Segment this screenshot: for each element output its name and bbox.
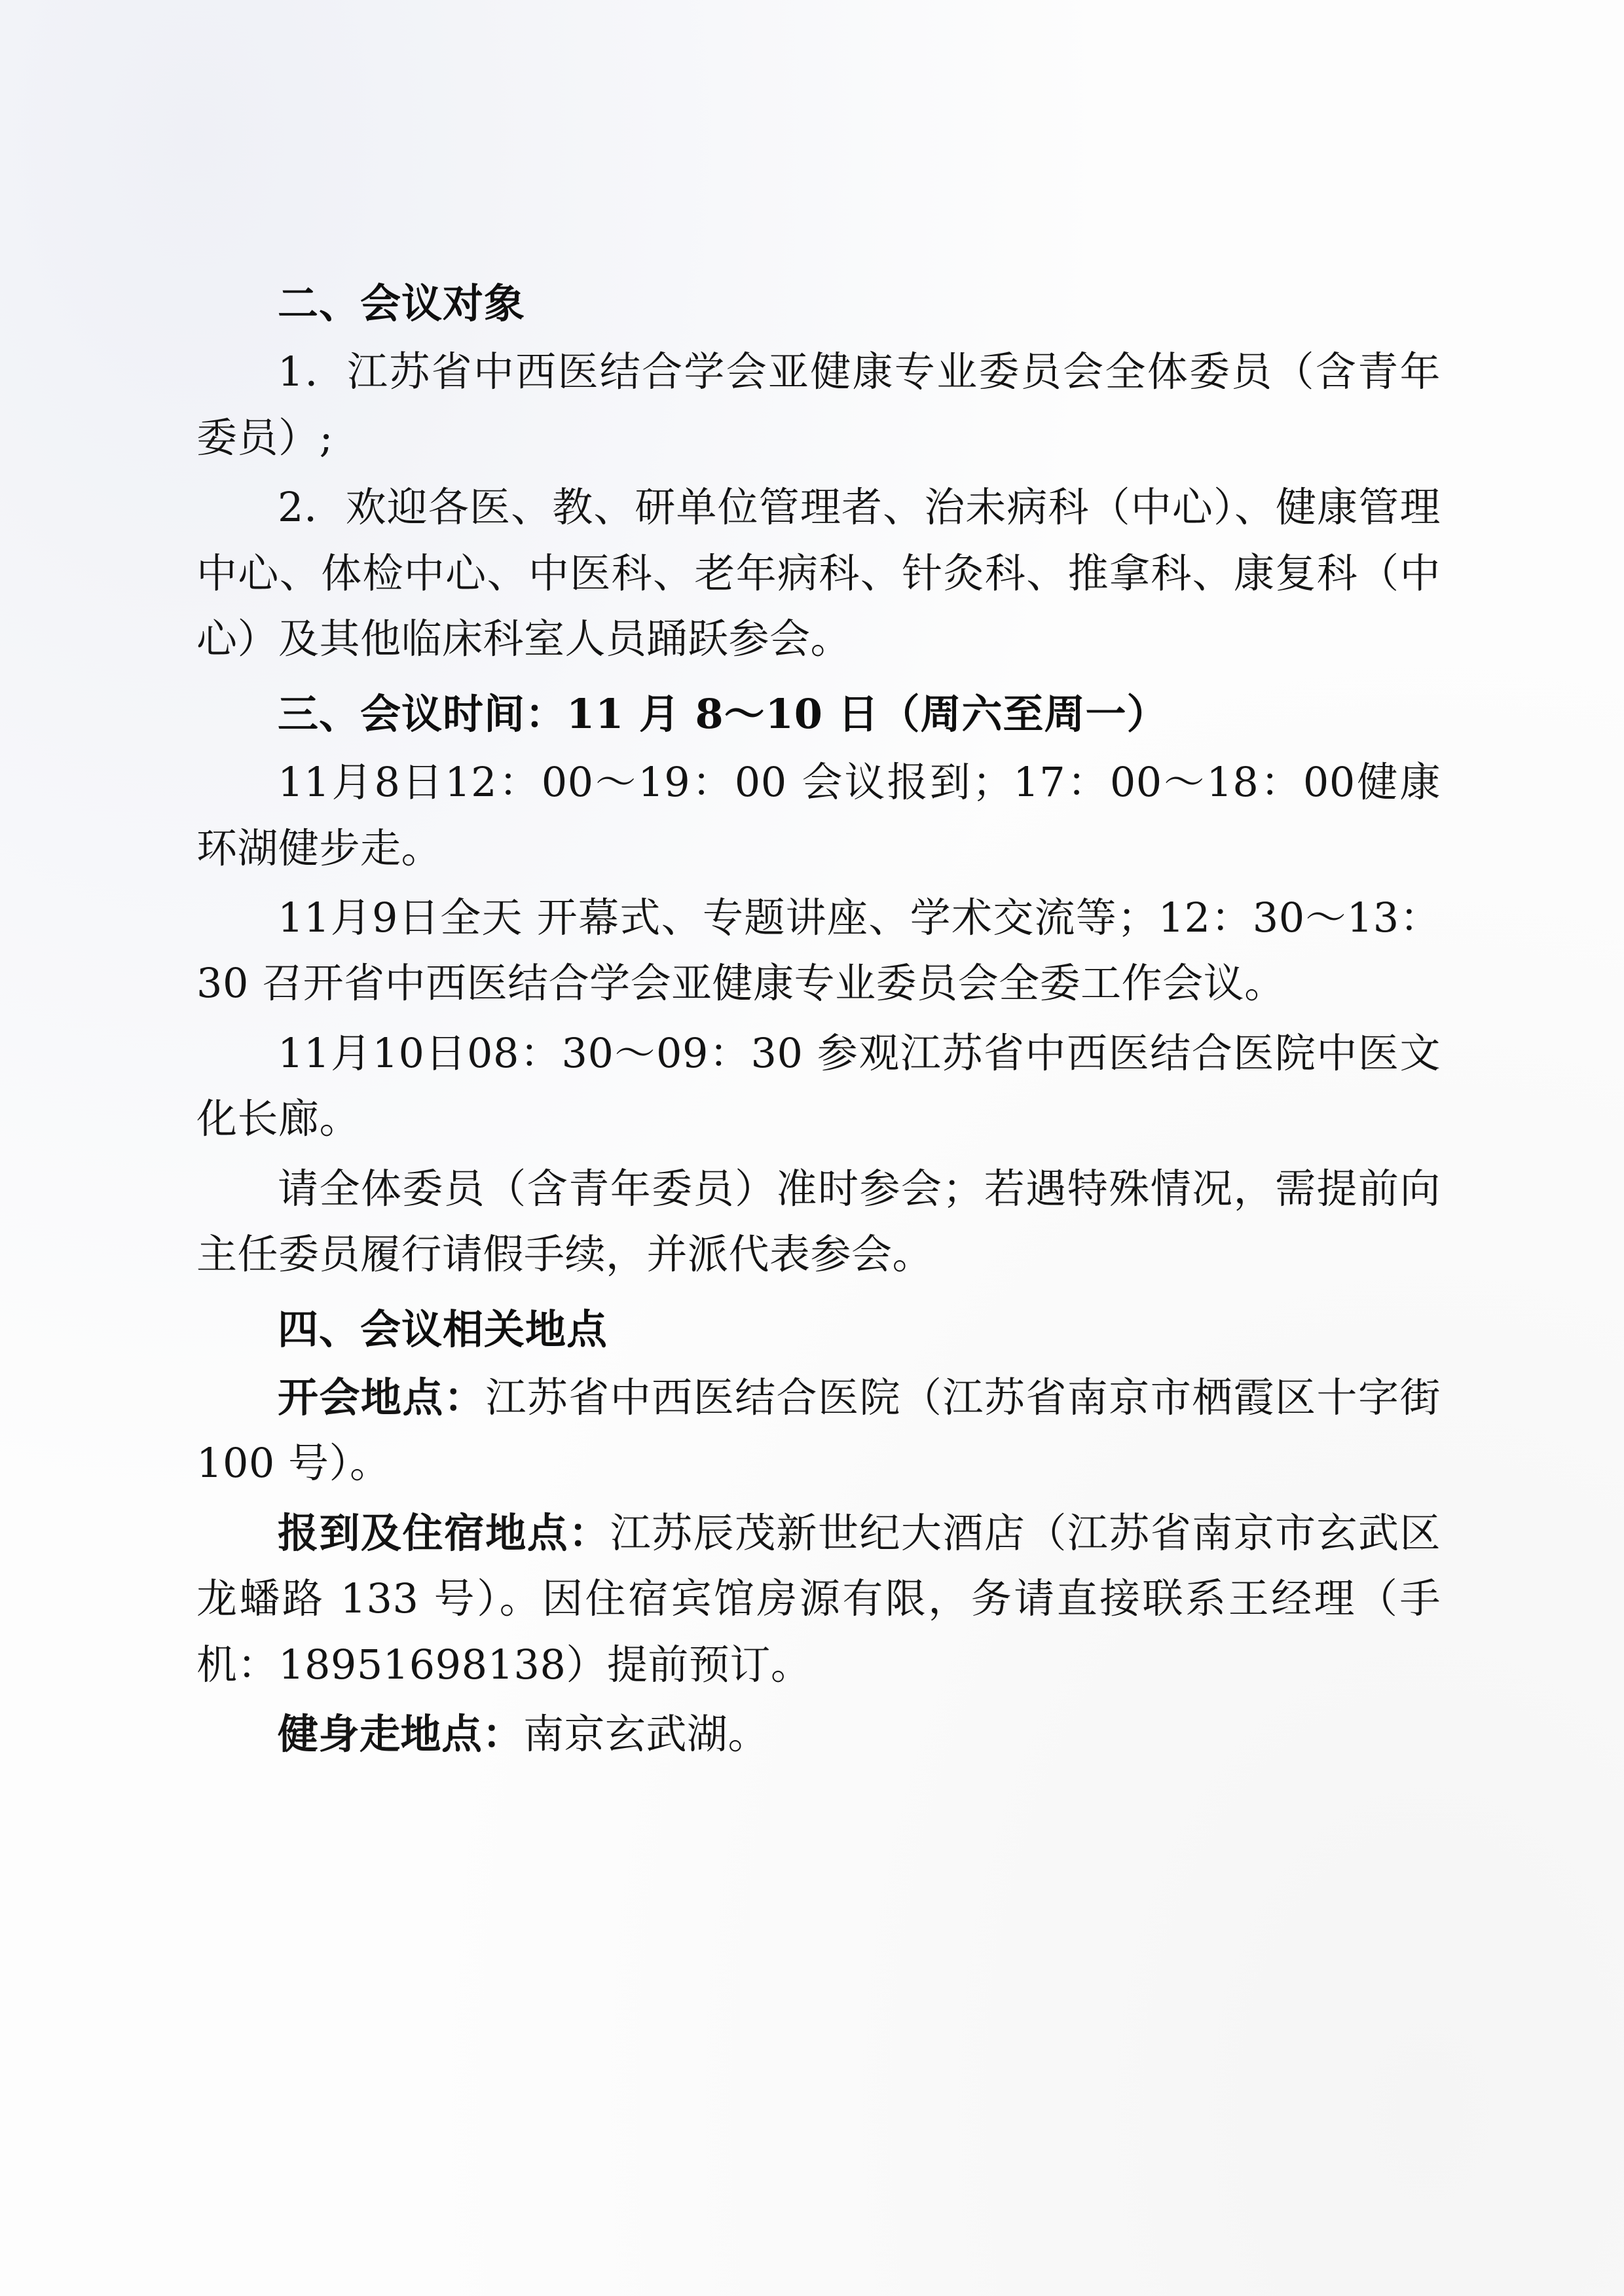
attendance-notice: 请全体委员（含青年委员）准时参会；若遇特殊情况，需提前向主任委员履行请假手续，并派代表参会。 — [196, 1164, 1441, 1279]
audience-item-2: 2．欢迎各医、教、研单位管理者、治未病科（中心）、健康管理中心、体检中心、中医科、老年病科、针灸科、推拿科、康复科（中心）及其他临床科室人员踊跃参会。 — [196, 483, 1441, 663]
section-heading-meeting-time: 三、会议时间：11 月 8～10 日（周六至周一） — [278, 689, 1168, 738]
venue-meeting — [196, 1365, 1441, 1497]
audience-item-1: 1．江苏省中西医结合学会亚健康专业委员会全体委员（含青年委员）; — [196, 348, 1441, 462]
venue-registration-lodging-text: 江苏辰茂新世纪大酒店（江苏省南京市玄武区龙蟠路 133 号）。因住宿宾馆房源有限，务请直接联系王经理（手机：18951698138）提前预订。 — [196, 1508, 1441, 1688]
venue-registration-lodging — [196, 1501, 1441, 1698]
section-heading-meeting-audience: 二、会议对象 — [278, 280, 526, 327]
venue-meeting-label: 开会地点： — [278, 1374, 486, 1421]
document-body — [196, 262, 1441, 1772]
schedule-day-3: 11月10日08：30～09：30 参观江苏省中西医结合医院中医文化长廊。 — [196, 1029, 1441, 1143]
schedule-day-2: 11月9日全天 开幕式、专题讲座、学术交流等；12：30～13：30 召开省中西医结合学会亚健康专业委员会全委工作会议。 — [196, 893, 1441, 1008]
venue-registration-lodging-label: 报到及住宿地点： — [278, 1508, 610, 1557]
venue-walk-text: 南京玄武湖。 — [523, 1710, 769, 1758]
venue-walk — [196, 1702, 1441, 1767]
section-heading-meeting-venues: 四、会议相关地点 — [278, 1305, 608, 1353]
venue-walk-label: 健身走地点： — [278, 1710, 524, 1758]
schedule-day-1: 11月8日12：00～19：00 会议报到；17：00～18：00健康环湖健步走。 — [196, 758, 1441, 872]
venue-meeting-text: 江苏省中西医结合医院（江苏省南京市栖霞区十字街 100 号）。 — [196, 1374, 1441, 1487]
